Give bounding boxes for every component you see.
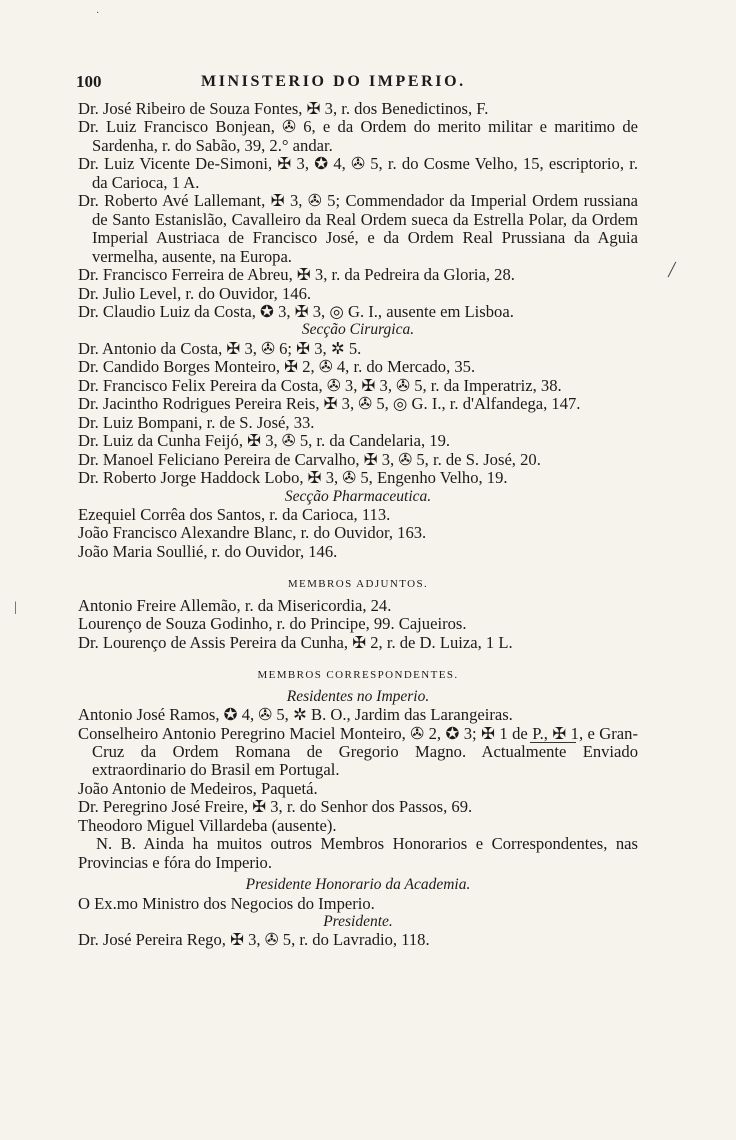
list-item: Dr. Manoel Feliciano Pereira de Carvalho, ✠ 3, ✇ 5, r. de S. José, 20. bbox=[78, 449, 541, 469]
section-heading-presidente-honorario: Presidente Honorario da Academia. bbox=[245, 876, 471, 894]
document-body bbox=[78, 100, 638, 950]
members-list-2 bbox=[78, 340, 638, 488]
presidente: Dr. José Pereira Rego, ✠ 3, ✇ 5, r. do Lavradio, 118. bbox=[78, 930, 430, 950]
members-list-5 bbox=[78, 706, 638, 835]
list-item: Dr. Antonio da Costa, ✠ 3, ✇ 6; ✠ 3, ✲ 5. bbox=[78, 338, 362, 358]
list-item: João Maria Soullié, r. do Ouvidor, 146. bbox=[78, 541, 338, 561]
section-heading-presidente: Presidente. bbox=[323, 913, 393, 931]
members-list-4 bbox=[78, 597, 638, 652]
list-item: Dr. Roberto Jorge Haddock Lobo, ✠ 3, ✇ 5, Engenho Velho, 19. bbox=[78, 468, 508, 488]
section-heading-cirurgica: Secção Cirurgica. bbox=[301, 321, 415, 339]
list-item: Dr. Francisco Ferreira de Abreu, ✠ 3, r. da Pedreira da Gloria, 28. bbox=[78, 265, 515, 285]
list-item: Dr. Luiz Vicente De-Simoni, ✠ 3, ✪ 4, ✇ 5, r. do Cosme Velho, 15, escriptorio, r. da Carioca, 1 A. bbox=[78, 154, 638, 192]
list-item: Antonio Freire Allemão, r. da Misericordia, 24. bbox=[78, 595, 392, 615]
page-header bbox=[76, 72, 636, 94]
list-item: João Antonio de Medeiros, Paquetá. bbox=[78, 778, 318, 798]
nb-note: N. B. Ainda ha muitos outros Membros Honorarios e Correspondentes, nas Provincias e fóra do Imperio. bbox=[78, 834, 638, 872]
list-item: Conselheiro Antonio Peregrino Maciel Monteiro, ✇ 2, ✪ 3; ✠ 1 de P., ✠ 1, e Gran-Cruz da Ordem Romana de Gregorio Magno. Actualmente Enviado extraordinario do Brasil em Portugal. bbox=[78, 723, 638, 780]
section-heading-pharmaceutica: Secção Pharmaceutica. bbox=[284, 487, 432, 505]
list-item: Ezequiel Corrêa dos Santos, r. da Carioca, 113. bbox=[78, 504, 391, 524]
list-item: Dr. Jacintho Rodrigues Pereira Reis, ✠ 3, ✇ 5, ◎ G. I., r. d'Alfandega, 147. bbox=[78, 394, 581, 414]
list-item: Dr. Luiz Bompani, r. de S. José, 33. bbox=[78, 412, 315, 432]
list-item: Dr. Candido Borges Monteiro, ✠ 2, ✇ 4, r. do Mercado, 35. bbox=[78, 357, 476, 377]
members-list-1 bbox=[78, 100, 638, 321]
list-item: Dr. Lourenço de Assis Pereira da Cunha, ✠ 2, r. de D. Luiza, 1 L. bbox=[78, 632, 513, 652]
list-item: Dr. Francisco Felix Pereira da Costa, ✇ 3, ✠ 3, ✇ 5, r. da Imperatriz, 38. bbox=[78, 375, 562, 395]
presidente-honorario: O Ex.mo Ministro dos Negocios do Imperio. bbox=[78, 893, 375, 913]
list-item: Lourenço de Souza Godinho, r. do Principe, 99. Cajueiros. bbox=[78, 614, 467, 634]
section-heading-correspondentes: MEMBROS CORRESPONDENTES. bbox=[257, 669, 459, 682]
page-title: MINISTERIO DO IMPERIO. bbox=[201, 73, 466, 90]
list-item: Dr. Roberto Avé Lallemant, ✠ 3, ✇ 5; Commendador da Imperial Ordem russiana de Santo Estanislão, Cavalleiro da Real Ordem sueca da Estrella Polar, da Ordem Imperial Austriaca de Francisco José, e da Ordem Real Prussiana da Aguia vermelha, ausente, na Europa. bbox=[78, 191, 638, 266]
list-item: Theodoro Miguel Villardeba (ausente). bbox=[78, 815, 337, 835]
members-list-3 bbox=[78, 506, 638, 561]
list-item: Dr. Julio Level, r. do Ouvidor, 146. bbox=[78, 283, 312, 303]
list-item: Dr. José Ribeiro de Souza Fontes, ✠ 3, r. dos Benedictinos, F. bbox=[78, 99, 489, 118]
list-item: João Francisco Alexandre Blanc, r. do Ouvidor, 163. bbox=[78, 523, 427, 543]
margin-mark: | bbox=[14, 600, 17, 615]
list-item: Dr. Luiz da Cunha Feijó, ✠ 3, ✇ 5, r. da Candelaria, 19. bbox=[78, 431, 451, 451]
section-heading-residentes: Residentes no Imperio. bbox=[286, 687, 430, 705]
print-speck: · bbox=[96, 8, 100, 19]
list-item: Dr. Claudio Luiz da Costa, ✪ 3, ✠ 3, ◎ G. I., ausente em Lisboa. bbox=[78, 301, 514, 321]
margin-mark: ╱ bbox=[668, 262, 676, 277]
section-heading-adjuntos: MEMBROS ADJUNTOS. bbox=[287, 578, 429, 591]
ink-stroke bbox=[530, 742, 576, 743]
list-item: Dr. Luiz Francisco Bonjean, ✇ 6, e da Ordem do merito militar e maritimo de Sardenha, r. do Sabão, 39, 2.° andar. bbox=[78, 117, 638, 155]
list-item: Antonio José Ramos, ✪ 4, ✇ 5, ✲ B. O., Jardim das Larangeiras. bbox=[78, 705, 513, 725]
list-item: Dr. Peregrino José Freire, ✠ 3, r. do Senhor dos Passos, 69. bbox=[78, 797, 473, 817]
page-number: 100 bbox=[76, 72, 102, 91]
